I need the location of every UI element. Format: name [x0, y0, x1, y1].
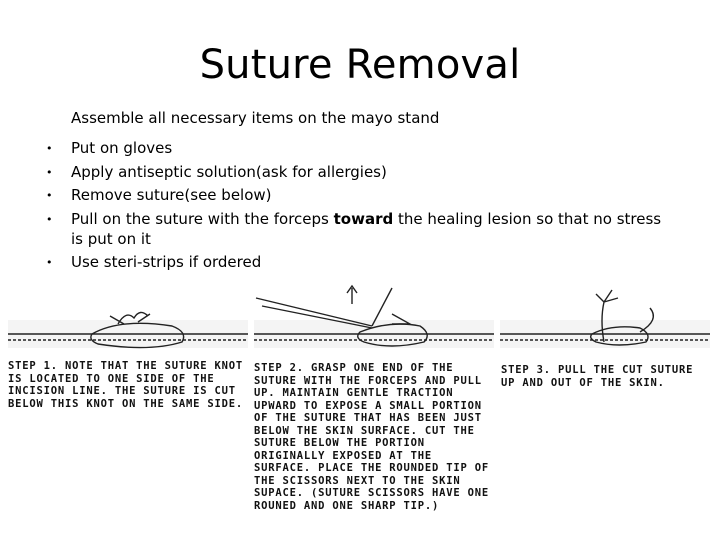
bullet-dot-icon: • [46, 189, 53, 202]
bullet-text: Pull on the suture with the forceps toward the healing lesion so that no stress is put on it [71, 209, 662, 248]
step2-caption: STEP 2. GRASP ONE END OF THE SUTURE WITH THE FORCEPS AND PULL UP. MAINTAIN GENTLE TRACTION UPWARD TO EXPOSE A SMALL PORTION OF THE SUTURE THAT HAS BEEN JUST BELOW THE SKIN SURFACE. CUT THE SUTURE BELOW THE PORTION ORIGINALLY EXPOSED AT THE SURFACE. PLACE THE ROUNDED TIP OF THE SCISSORS NEXT TO THE SKIN SUPACE. (SUTURE SCISSORS HAVE ONE ROUNED AND ONE SHARP TIP.) [254, 362, 497, 512]
bullet-text: Remove suture(see below) [71, 186, 272, 204]
intro-text: Assemble all necessary items on the mayo stand [71, 109, 440, 127]
step1-caption: STEP 1. NOTE THAT THE SUTURE KNOT IS LOCATED TO ONE SIDE OF THE INCISION LINE. THE SUTURE IS CUT BELOW THIS KNOT ON THE SAME SIDE. [8, 360, 251, 410]
bullet-text: Put on gloves [71, 139, 173, 157]
bullet-dot-icon: • [46, 142, 53, 155]
bullet-item [40, 137, 680, 161]
skin-diagram-step1 [8, 312, 248, 348]
bullet-item [40, 251, 680, 275]
skin-diagram-step2 [254, 286, 494, 348]
bullet-dot-icon: • [46, 255, 53, 269]
bullet-text: Apply antiseptic solution(ask for allergies) [71, 162, 387, 181]
bullet-dot-icon: • [46, 212, 53, 226]
bullet-text: Use steri-strips if ordered [71, 252, 262, 271]
skin-diagram-step3 [500, 290, 710, 348]
emphasis-word: toward [333, 209, 394, 228]
bullet-item [40, 184, 680, 208]
bullet-item [40, 208, 680, 251]
bullet-list [40, 137, 680, 274]
slide-title: Suture Removal [199, 42, 521, 88]
step3-caption: STEP 3. PULL THE CUT SUTURE UP AND OUT OF THE SKIN. [501, 364, 701, 389]
bullet-item [40, 161, 680, 185]
bullet-dot-icon: • [46, 165, 53, 179]
